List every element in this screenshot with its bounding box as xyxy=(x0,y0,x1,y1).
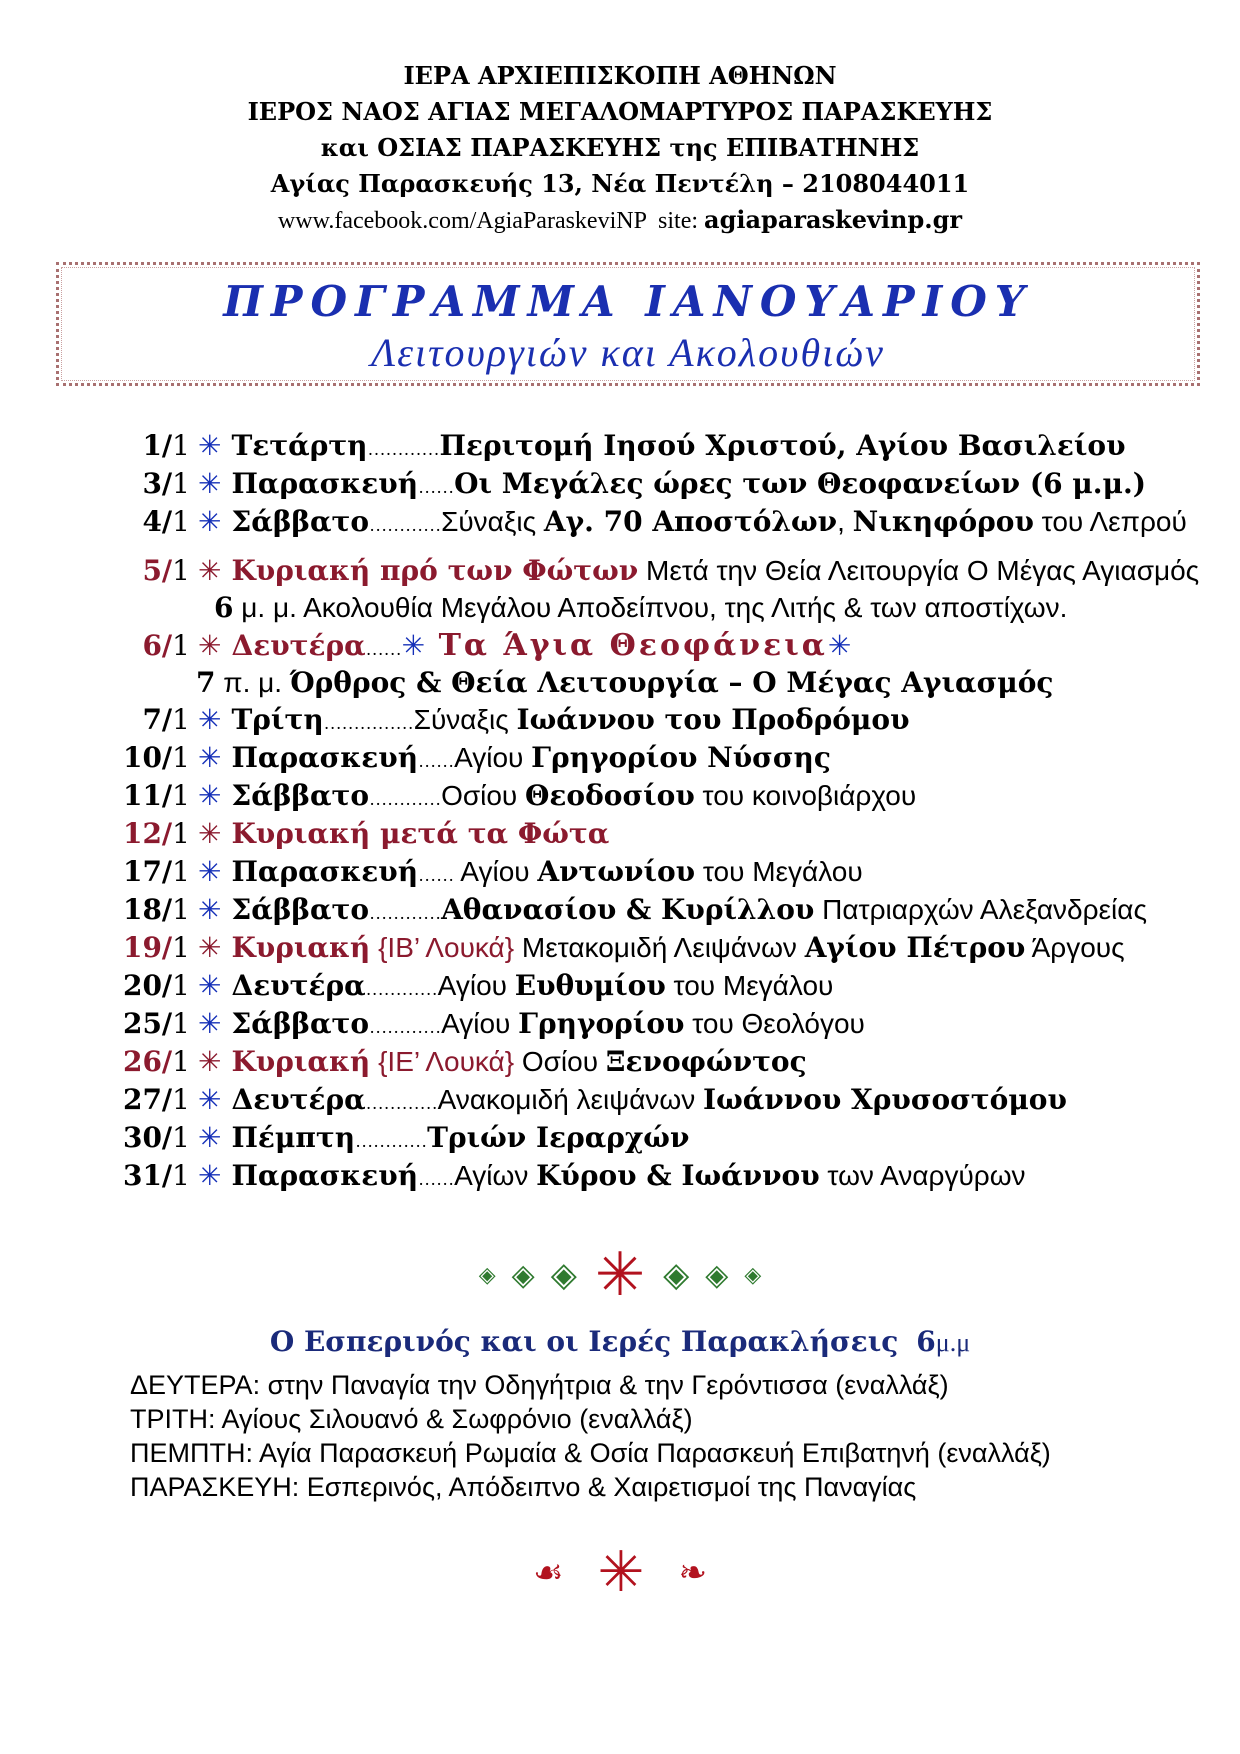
date-month: 1 xyxy=(172,1121,190,1154)
entry-text: Αγίου Πέτρου xyxy=(804,931,1026,964)
entry-dots: …… xyxy=(418,865,455,885)
date-day: 27/ xyxy=(122,1083,173,1116)
entry-text: Ευθυμίου xyxy=(514,969,666,1002)
entry-text: Οσίου xyxy=(441,780,526,811)
date-day: 11/ xyxy=(122,779,173,812)
date-month: 1 xyxy=(172,817,190,850)
diamond-icon: ◈ xyxy=(663,1255,690,1295)
entry-dots: ………… xyxy=(369,1017,442,1037)
entry-dots: ………… xyxy=(367,439,440,459)
entry-text: Γρηγορίου Νύσσης xyxy=(531,741,831,774)
star-icon: ✳ xyxy=(198,855,222,888)
entry-text: Αγίου xyxy=(454,742,532,773)
entry-text: Γρηγορίου xyxy=(518,1007,685,1040)
date-month: 1 xyxy=(172,554,190,587)
entry-text: Οι Μεγάλες ώρες των Θεοφανείων (6 μ.μ.) xyxy=(454,467,1147,500)
entry-text: Πατριαρχών Αλεξανδρείας xyxy=(814,894,1147,925)
entry-day: Κυριακή μετά τα Φώτα xyxy=(231,817,610,850)
date-day: 3/ xyxy=(142,467,173,500)
entry-text: μ. μ. Ακολουθία Μεγάλου Αποδείπνου, της Λιτής & των αποστίχων. xyxy=(233,592,1068,623)
schedule-date xyxy=(123,1158,190,1194)
date-day: 7/ xyxy=(142,703,173,736)
entry-body xyxy=(188,504,1187,543)
entry-body xyxy=(188,1006,865,1045)
entry-body xyxy=(188,816,609,852)
star-icon: ✳ xyxy=(198,817,222,850)
entry-text: Αγίου xyxy=(441,1008,519,1039)
entry-text: Τριών Ιεραρχών xyxy=(427,1121,690,1154)
entry-feast: Τα Άγια Θεοφάνεια xyxy=(425,628,828,663)
entry-text: του Λεπρού xyxy=(1033,506,1187,537)
vespers-title-text: Ο Εσπερινός και οι Ιερές Παρακλήσεις xyxy=(269,1325,899,1358)
title-box xyxy=(56,262,1200,386)
star-icon: ✳ xyxy=(198,741,222,774)
entry-dots: ………… xyxy=(365,979,438,999)
vespers-line: ΠΕΜΠΤΗ: Αγία Παρασκευή Ρωμαία & Οσία Παρασκευή Επιβατηνή (εναλλάξ) xyxy=(130,1438,1051,1468)
star-icon: ✳ xyxy=(198,1045,222,1078)
date-day: 4/ xyxy=(142,505,173,538)
date-month: 1 xyxy=(172,741,190,774)
star-icon: ✳ xyxy=(597,1540,645,1605)
schedule-date xyxy=(123,892,190,928)
vespers-line: ΔΕΥΤΕΡΑ: στην Παναγία την Οδηγήτρια & την Γερόντισσα (εναλλάξ) xyxy=(130,1370,949,1400)
entry-body xyxy=(188,1082,1067,1121)
entry-text: Σύναξις xyxy=(441,506,544,537)
schedule-date xyxy=(142,504,190,540)
star-icon: ✳ xyxy=(198,554,222,587)
star-icon: ✳ xyxy=(198,505,222,538)
page-title: ΠΡΟΓΡΑΜΜΑ ΙΑΝΟΥΑΡΙΟΥ xyxy=(223,277,1033,326)
date-day: 19/ xyxy=(122,931,173,964)
date-day: 20/ xyxy=(122,969,173,1002)
schedule-date xyxy=(123,1044,190,1080)
entry-text: του κοινοβιάρχου xyxy=(694,780,917,811)
entry-text: Μετακομιδή Λειψάνων xyxy=(514,932,805,963)
entry-body xyxy=(188,1158,1026,1197)
schedule-date xyxy=(123,1006,190,1042)
vespers-time: 6 xyxy=(916,1325,936,1358)
entry-text: Κύρου & Ιωάννου xyxy=(536,1159,820,1192)
date-day: 12/ xyxy=(122,817,173,850)
schedule-date xyxy=(142,553,190,589)
entry-text: Όρθρος & Θεία Λειτουργία – Ο Μέγας Αγιασμός xyxy=(289,666,1054,699)
entry-day: Κυριακή πρό των Φώτων xyxy=(231,554,639,587)
entry-text: Ξενοφώντος xyxy=(605,1045,807,1078)
date-month: 1 xyxy=(172,1083,190,1116)
fleuron-left-icon: ☙ xyxy=(533,1552,564,1593)
date-month: 1 xyxy=(172,629,190,662)
star-icon: ✳ xyxy=(198,1159,222,1192)
entry-day: Παρασκευή xyxy=(231,741,419,774)
date-day: 5/ xyxy=(142,554,173,587)
date-month: 1 xyxy=(172,467,190,500)
entry-text: Ανακομιδή λειψάνων xyxy=(437,1084,704,1115)
entry-text: Σύναξις xyxy=(413,704,517,735)
entry-day: Πέμπτη xyxy=(231,1121,356,1154)
entry-gospel: {ΙΒ’ Λουκά} xyxy=(370,932,515,963)
star-icon: ✳ xyxy=(198,629,222,662)
schedule-row-continued xyxy=(214,590,1067,626)
star-icon: ✳ xyxy=(401,629,426,662)
entry-text: του Μεγάλου xyxy=(695,856,863,887)
schedule-row-continued xyxy=(196,665,1053,701)
date-day: 18/ xyxy=(122,893,173,926)
date-day: 30/ xyxy=(122,1121,173,1154)
entry-day: Παρασκευή xyxy=(231,1159,419,1192)
header-church-name-2: και ΟΣΙΑΣ ΠΑΡΑΣΚΕΥΗΣ της ΕΠΙΒΑΤΗΝΗΣ xyxy=(320,133,920,162)
schedule-date xyxy=(123,930,190,966)
date-month: 1 xyxy=(172,1159,190,1192)
entry-text: Αγίων xyxy=(454,1160,537,1191)
entry-body xyxy=(188,740,831,779)
entry-text: 6 xyxy=(214,591,234,624)
diamond-icon: ◈ xyxy=(478,1262,496,1288)
star-icon: ✳ xyxy=(198,893,222,926)
entry-dots: …… xyxy=(365,639,402,659)
facebook-link[interactable]: www.facebook.com/AgiaParaskeviNP xyxy=(277,208,647,234)
entry-day: Παρασκευή xyxy=(231,467,419,500)
entry-text: Νικηφόρου xyxy=(852,505,1034,538)
entry-text: π. μ. xyxy=(215,667,290,698)
entry-body xyxy=(188,428,1126,467)
date-day: 25/ xyxy=(122,1007,173,1040)
entry-dots: …… xyxy=(418,477,455,497)
entry-dots: …… xyxy=(418,1169,455,1189)
vespers-title xyxy=(0,1325,1240,1358)
ornament-divider xyxy=(0,1240,1240,1310)
date-month: 1 xyxy=(172,893,190,926)
entry-body xyxy=(188,854,863,893)
entry-day: Κυριακή xyxy=(231,931,371,964)
entry-day: Σάββατο xyxy=(231,779,370,812)
entry-dots: ………… xyxy=(369,903,442,923)
entry-text: Αγίου xyxy=(454,856,538,887)
entry-dots: ………… xyxy=(369,515,442,535)
entry-body xyxy=(188,628,851,667)
date-day: 31/ xyxy=(122,1159,173,1192)
entry-text: Αντωνίου xyxy=(537,855,696,888)
date-day: 1/ xyxy=(142,429,173,462)
entry-text: του Θεολόγου xyxy=(684,1008,865,1039)
star-icon: ✳ xyxy=(198,703,222,736)
schedule-date xyxy=(123,816,190,852)
entry-body xyxy=(188,968,833,1007)
entry-text: των Αναργύρων xyxy=(819,1160,1026,1191)
entry-dots: ………… xyxy=(365,1093,438,1113)
date-month: 1 xyxy=(172,931,190,964)
header-church-name: ΙΕΡΟΣ ΝΑΟΣ ΑΓΙΑΣ ΜΕΓΑΛΟΜΑΡΤΥΡΟΣ ΠΑΡΑΣΚΕΥΗΣ xyxy=(247,97,993,126)
entry-text: , xyxy=(837,506,853,537)
entry-text: Ιωάννου Χρυσοστόμου xyxy=(703,1083,1067,1116)
star-icon: ✳ xyxy=(198,1121,222,1154)
schedule-date xyxy=(142,428,190,464)
entry-day: Τρίτη xyxy=(231,703,324,736)
entry-body xyxy=(188,778,916,817)
diamond-icon: ◈ xyxy=(705,1257,729,1293)
entry-text: Οσίου xyxy=(514,1046,606,1077)
entry-dots: …… xyxy=(418,751,455,771)
page-subtitle: Λειτουργιών και Ακολουθιών xyxy=(371,330,885,375)
entry-text: του Μεγάλου xyxy=(665,970,834,1001)
vespers-time-unit: μ.μ xyxy=(935,1328,971,1357)
entry-text: 7 xyxy=(196,666,216,699)
entry-day: Σάββατο xyxy=(231,1007,370,1040)
entry-text: Αθανασίου & Κυρίλλου xyxy=(441,893,815,926)
star-icon: ✳ xyxy=(827,629,852,662)
header-web xyxy=(0,202,1240,239)
schedule-date xyxy=(142,628,190,664)
entry-day: Σάββατο xyxy=(231,505,370,538)
schedule-date xyxy=(123,1120,190,1156)
site-link[interactable]: agiaparaskevinp.gr xyxy=(704,205,963,234)
entry-body xyxy=(188,466,1146,505)
date-day: 26/ xyxy=(122,1045,173,1078)
date-month: 1 xyxy=(172,1045,190,1078)
entry-text: Αγίου xyxy=(437,970,515,1001)
entry-day: Σάββατο xyxy=(231,893,370,926)
schedule-date xyxy=(142,466,190,502)
entry-gospel: {ΙΕ’ Λουκά} xyxy=(370,1046,515,1077)
schedule-date xyxy=(123,1082,190,1118)
schedule-date xyxy=(123,740,190,776)
entry-body xyxy=(188,892,1147,931)
ornament-footer xyxy=(0,1540,1240,1605)
star-icon: ✳ xyxy=(594,1240,646,1310)
date-month: 1 xyxy=(172,703,190,736)
entry-body xyxy=(188,1120,689,1159)
date-day: 6/ xyxy=(142,629,173,662)
date-month: 1 xyxy=(172,779,190,812)
star-icon: ✳ xyxy=(198,969,222,1002)
entry-text: Μετά την Θεία Λειτουργία Ο Μέγας Αγιασμός xyxy=(638,555,1200,586)
header-archdiocese: ΙΕΡΑ ΑΡΧΙΕΠΙΣΚΟΠΗ ΑΘΗΝΩΝ xyxy=(403,61,837,90)
entry-body xyxy=(188,1044,807,1080)
date-month: 1 xyxy=(172,1007,190,1040)
entry-day: Παρασκευή xyxy=(231,855,419,888)
date-month: 1 xyxy=(172,505,190,538)
entry-text: Ιωάννου του Προδρόμου xyxy=(516,703,910,736)
fleuron-right-icon: ❧ xyxy=(678,1552,707,1593)
date-month: 1 xyxy=(172,969,190,1002)
star-icon: ✳ xyxy=(198,1007,222,1040)
entry-day: Τετάρτη xyxy=(231,429,368,462)
entry-day: Δευτέρα xyxy=(231,969,366,1002)
site-label: site: xyxy=(658,208,699,234)
entry-text: Άργους xyxy=(1025,932,1125,963)
vespers-line: ΠΑΡΑΣΚΕΥΗ: Εσπερινός, Απόδειπνο & Χαιρετισμοί της Παναγίας xyxy=(130,1472,917,1502)
date-month: 1 xyxy=(172,429,190,462)
schedule-date xyxy=(142,702,190,738)
diamond-icon: ◈ xyxy=(511,1257,535,1293)
schedule-date xyxy=(123,778,190,814)
star-icon: ✳ xyxy=(198,429,222,462)
vespers-line: ΤΡΙΤΗ: Αγίους Σιλουανό & Σωφρόνιο (εναλλάξ) xyxy=(130,1404,693,1434)
schedule-date xyxy=(123,854,190,890)
entry-dots: …………… xyxy=(323,713,414,733)
star-icon: ✳ xyxy=(198,467,222,500)
star-icon: ✳ xyxy=(198,779,222,812)
entry-day: Δευτέρα xyxy=(231,1083,366,1116)
entry-body xyxy=(188,553,1199,589)
star-icon: ✳ xyxy=(198,1083,222,1116)
entry-text: Θεοδοσίου xyxy=(525,779,695,812)
date-month: 1 xyxy=(172,855,190,888)
entry-dots: ………… xyxy=(369,789,442,809)
entry-dots: ………… xyxy=(355,1131,428,1151)
schedule-date xyxy=(123,968,190,1004)
entry-body xyxy=(188,930,1125,966)
date-day: 10/ xyxy=(122,741,173,774)
star-icon: ✳ xyxy=(198,931,222,964)
entry-text: Αγ. 70 Αποστόλων xyxy=(543,505,838,538)
entry-day: Κυριακή xyxy=(231,1045,371,1078)
header-address: Αγίας Παρασκευής 13, Νέα Πεντέλη – 2108044011 xyxy=(270,169,970,198)
diamond-icon: ◈ xyxy=(744,1262,762,1288)
entry-text: Περιτομή Ιησού Χριστού, Αγίου Βασιλείου xyxy=(439,429,1126,462)
entry-day: Δευτέρα xyxy=(231,629,366,662)
header xyxy=(0,58,1240,239)
entry-body xyxy=(188,702,910,741)
date-day: 17/ xyxy=(122,855,173,888)
diamond-icon: ◈ xyxy=(550,1255,577,1295)
